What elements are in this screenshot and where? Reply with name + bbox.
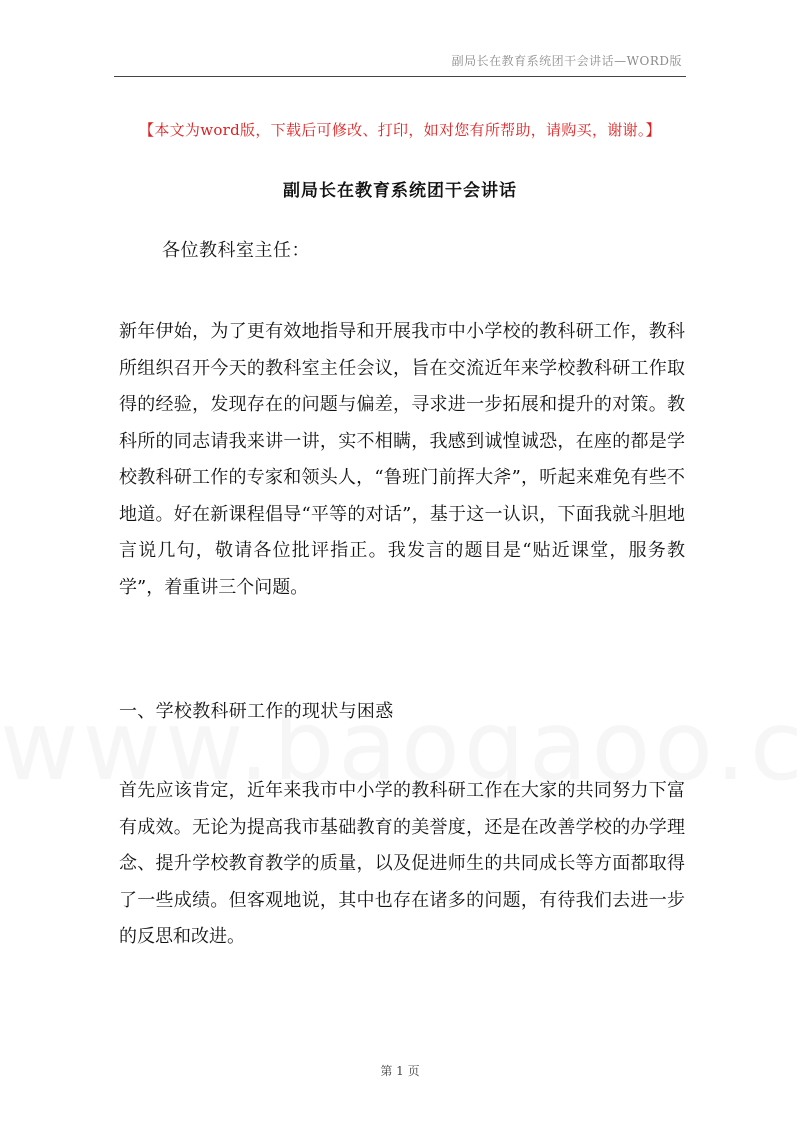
section-1-paragraph: 首先应该肯定，近年来我市中小学的教科研工作在大家的共同努力下富有成效。无论为提高我市基础教育的美誉度，还是在改善学校的办学理念、提升学校教育教学的质量，以及促进师生的共同成长等方面都取得了一些成绩。但客观地说，其中也存在诸多的问题，有待我们去进一步的反思和改进。 — [119, 780, 685, 947]
header-divider — [114, 76, 686, 77]
salutation: 各位教科室主任： — [162, 240, 310, 261]
page-number: 第 1 页 — [380, 1064, 420, 1078]
intro-paragraph: 新年伊始，为了更有效地指导和开展我市中小学校的教科研工作，教科所组织召开今天的教科室主任会议，旨在交流近年来学校教科研工作取得的经验，发现存在的问题与偏差，寻求进一步拓展和提升的对策。教科所的同志请我来讲一讲，实不相瞒，我感到诚惶诚恐，在座的都是学校教科研工作的专家和领头人，“鲁班门前挥大斧”，听起来难免有些不地道。好在新课程倡导“平等的对话”，基于这一认识，下面我就斗胆地言说几句，敬请各位批评指正。我发言的题目是“贴近课堂，服务教学”，着重讲三个问题。 — [119, 321, 685, 598]
running-header: 副局长在教育系统团干会讲话—WORD版 — [451, 54, 682, 68]
document-title: 副局长在教育系统团干会讲话 — [283, 181, 517, 201]
section-heading-1: 一、学校教科研工作的现状与困惑 — [119, 701, 394, 722]
download-notice: 【本文为word版，下载后可修改、打印，如对您有所帮助，请购买，谢谢。】 — [139, 121, 661, 139]
